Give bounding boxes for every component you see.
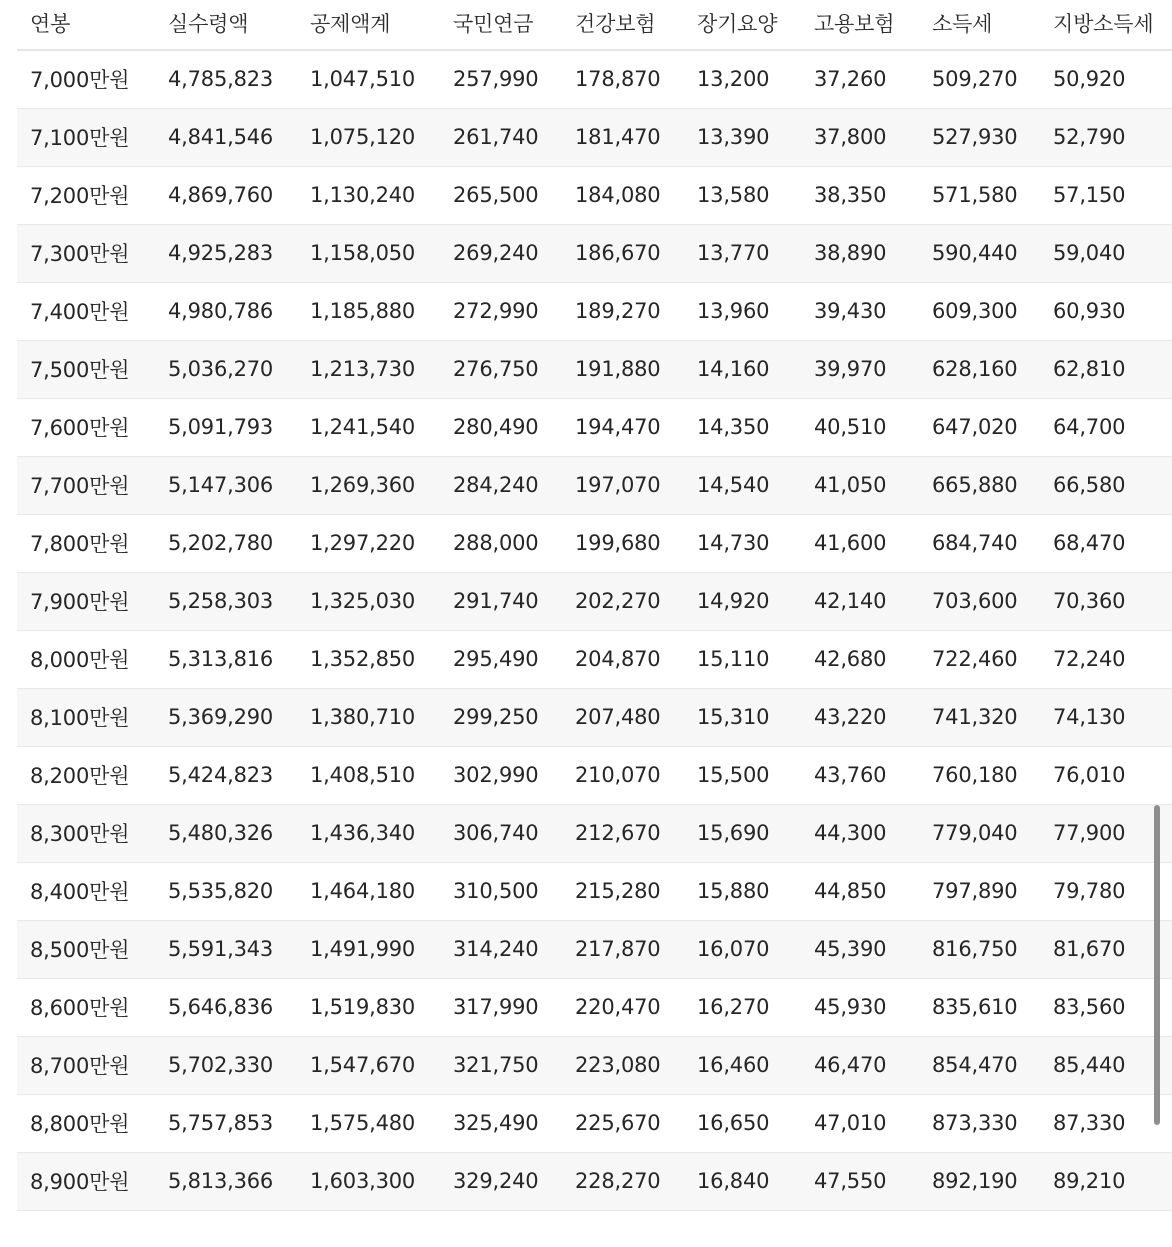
cell-health-insurance: 178,870 — [562, 50, 684, 108]
cell-local-income-tax: 57,150 — [1040, 166, 1172, 224]
cell-health-insurance: 217,870 — [562, 920, 684, 978]
cell-total-deduction: 1,075,120 — [297, 108, 440, 166]
cell-employment-insurance: 44,850 — [801, 862, 919, 920]
cell-local-income-tax: 87,330 — [1040, 1094, 1172, 1152]
cell-net-pay: 5,369,290 — [155, 688, 297, 746]
table-row — [17, 50, 1172, 108]
cell-employment-insurance: 44,300 — [801, 804, 919, 862]
cell-income-tax: 779,040 — [919, 804, 1040, 862]
table-row — [17, 1036, 1172, 1094]
cell-employment-insurance: 47,550 — [801, 1152, 919, 1210]
cell-employment-insurance: 43,220 — [801, 688, 919, 746]
cell-national-pension: 302,990 — [440, 746, 562, 804]
cell-health-insurance: 215,280 — [562, 862, 684, 920]
cell-health-insurance: 191,880 — [562, 340, 684, 398]
cell-net-pay: 5,258,303 — [155, 572, 297, 630]
table-row — [17, 630, 1172, 688]
cell-long-term-care: 13,390 — [684, 108, 801, 166]
cell-local-income-tax: 85,440 — [1040, 1036, 1172, 1094]
cell-long-term-care: 15,110 — [684, 630, 801, 688]
cell-national-pension: 317,990 — [440, 978, 562, 1036]
cell-total-deduction: 1,047,510 — [297, 50, 440, 108]
cell-local-income-tax: 50,920 — [1040, 50, 1172, 108]
cell-total-deduction: 1,603,300 — [297, 1152, 440, 1210]
cell-annual-salary: 7,600만원 — [17, 398, 155, 456]
header-national-pension: 국민연금 — [440, 0, 562, 50]
cell-net-pay: 4,925,283 — [155, 224, 297, 282]
cell-net-pay: 5,646,836 — [155, 978, 297, 1036]
cell-net-pay: 5,702,330 — [155, 1036, 297, 1094]
salary-table — [17, 0, 1172, 1211]
cell-annual-salary: 7,300만원 — [17, 224, 155, 282]
cell-local-income-tax: 59,040 — [1040, 224, 1172, 282]
cell-national-pension: 284,240 — [440, 456, 562, 514]
cell-net-pay: 5,036,270 — [155, 340, 297, 398]
cell-health-insurance: 181,470 — [562, 108, 684, 166]
cell-annual-salary: 8,800만원 — [17, 1094, 155, 1152]
cell-annual-salary: 7,700만원 — [17, 456, 155, 514]
cell-employment-insurance: 47,010 — [801, 1094, 919, 1152]
cell-total-deduction: 1,325,030 — [297, 572, 440, 630]
cell-annual-salary: 7,000만원 — [17, 50, 155, 108]
table-row — [17, 1152, 1172, 1210]
salary-table-container[interactable] — [17, 0, 1172, 1247]
cell-employment-insurance: 38,350 — [801, 166, 919, 224]
cell-local-income-tax: 62,810 — [1040, 340, 1172, 398]
cell-local-income-tax: 72,240 — [1040, 630, 1172, 688]
cell-national-pension: 310,500 — [440, 862, 562, 920]
cell-annual-salary: 8,900만원 — [17, 1152, 155, 1210]
cell-health-insurance: 202,270 — [562, 572, 684, 630]
cell-income-tax: 590,440 — [919, 224, 1040, 282]
table-row — [17, 572, 1172, 630]
cell-employment-insurance: 39,430 — [801, 282, 919, 340]
cell-long-term-care: 13,770 — [684, 224, 801, 282]
table-row — [17, 978, 1172, 1036]
cell-national-pension: 299,250 — [440, 688, 562, 746]
cell-total-deduction: 1,269,360 — [297, 456, 440, 514]
cell-total-deduction: 1,158,050 — [297, 224, 440, 282]
cell-annual-salary: 7,900만원 — [17, 572, 155, 630]
cell-long-term-care: 13,200 — [684, 50, 801, 108]
cell-health-insurance: 225,670 — [562, 1094, 684, 1152]
cell-employment-insurance: 45,390 — [801, 920, 919, 978]
cell-long-term-care: 13,580 — [684, 166, 801, 224]
cell-long-term-care: 15,310 — [684, 688, 801, 746]
cell-long-term-care: 13,960 — [684, 282, 801, 340]
cell-national-pension: 291,740 — [440, 572, 562, 630]
cell-national-pension: 280,490 — [440, 398, 562, 456]
cell-annual-salary: 8,300만원 — [17, 804, 155, 862]
cell-national-pension: 276,750 — [440, 340, 562, 398]
cell-employment-insurance: 37,260 — [801, 50, 919, 108]
table-header — [17, 0, 1172, 50]
table-row — [17, 108, 1172, 166]
cell-total-deduction: 1,297,220 — [297, 514, 440, 572]
cell-national-pension: 329,240 — [440, 1152, 562, 1210]
cell-annual-salary: 8,600만원 — [17, 978, 155, 1036]
cell-health-insurance: 207,480 — [562, 688, 684, 746]
cell-national-pension: 295,490 — [440, 630, 562, 688]
cell-long-term-care: 15,690 — [684, 804, 801, 862]
cell-net-pay: 5,202,780 — [155, 514, 297, 572]
cell-long-term-care: 14,540 — [684, 456, 801, 514]
cell-national-pension: 325,490 — [440, 1094, 562, 1152]
cell-income-tax: 509,270 — [919, 50, 1040, 108]
cell-income-tax: 527,930 — [919, 108, 1040, 166]
cell-total-deduction: 1,185,880 — [297, 282, 440, 340]
cell-health-insurance: 199,680 — [562, 514, 684, 572]
cell-national-pension: 269,240 — [440, 224, 562, 282]
cell-local-income-tax: 83,560 — [1040, 978, 1172, 1036]
cell-net-pay: 5,591,343 — [155, 920, 297, 978]
cell-long-term-care: 16,650 — [684, 1094, 801, 1152]
cell-income-tax: 571,580 — [919, 166, 1040, 224]
cell-employment-insurance: 41,600 — [801, 514, 919, 572]
cell-local-income-tax: 52,790 — [1040, 108, 1172, 166]
cell-total-deduction: 1,547,670 — [297, 1036, 440, 1094]
cell-total-deduction: 1,464,180 — [297, 862, 440, 920]
cell-national-pension: 261,740 — [440, 108, 562, 166]
cell-annual-salary: 7,500만원 — [17, 340, 155, 398]
cell-income-tax: 741,320 — [919, 688, 1040, 746]
cell-annual-salary: 8,200만원 — [17, 746, 155, 804]
cell-income-tax: 684,740 — [919, 514, 1040, 572]
cell-income-tax: 647,020 — [919, 398, 1040, 456]
cell-long-term-care: 16,070 — [684, 920, 801, 978]
cell-local-income-tax: 77,900 — [1040, 804, 1172, 862]
cell-income-tax: 722,460 — [919, 630, 1040, 688]
cell-annual-salary: 8,100만원 — [17, 688, 155, 746]
cell-local-income-tax: 79,780 — [1040, 862, 1172, 920]
cell-income-tax: 873,330 — [919, 1094, 1040, 1152]
header-row — [17, 0, 1172, 50]
cell-annual-salary: 7,400만원 — [17, 282, 155, 340]
cell-income-tax: 797,890 — [919, 862, 1040, 920]
cell-total-deduction: 1,352,850 — [297, 630, 440, 688]
cell-national-pension: 288,000 — [440, 514, 562, 572]
cell-income-tax: 760,180 — [919, 746, 1040, 804]
cell-employment-insurance: 37,800 — [801, 108, 919, 166]
cell-local-income-tax: 60,930 — [1040, 282, 1172, 340]
cell-health-insurance: 197,070 — [562, 456, 684, 514]
cell-annual-salary: 7,200만원 — [17, 166, 155, 224]
cell-employment-insurance: 45,930 — [801, 978, 919, 1036]
cell-total-deduction: 1,241,540 — [297, 398, 440, 456]
cell-annual-salary: 7,800만원 — [17, 514, 155, 572]
cell-income-tax: 892,190 — [919, 1152, 1040, 1210]
cell-net-pay: 4,980,786 — [155, 282, 297, 340]
cell-annual-salary: 7,100만원 — [17, 108, 155, 166]
table-row — [17, 456, 1172, 514]
cell-local-income-tax: 66,580 — [1040, 456, 1172, 514]
table-row — [17, 224, 1172, 282]
cell-net-pay: 4,785,823 — [155, 50, 297, 108]
cell-health-insurance: 204,870 — [562, 630, 684, 688]
cell-total-deduction: 1,380,710 — [297, 688, 440, 746]
cell-long-term-care: 16,460 — [684, 1036, 801, 1094]
cell-total-deduction: 1,213,730 — [297, 340, 440, 398]
cell-national-pension: 306,740 — [440, 804, 562, 862]
cell-employment-insurance: 41,050 — [801, 456, 919, 514]
cell-net-pay: 4,869,760 — [155, 166, 297, 224]
cell-employment-insurance: 43,760 — [801, 746, 919, 804]
table-row — [17, 514, 1172, 572]
cell-local-income-tax: 81,670 — [1040, 920, 1172, 978]
cell-total-deduction: 1,436,340 — [297, 804, 440, 862]
cell-income-tax: 816,750 — [919, 920, 1040, 978]
cell-employment-insurance: 42,680 — [801, 630, 919, 688]
cell-national-pension: 257,990 — [440, 50, 562, 108]
cell-employment-insurance: 46,470 — [801, 1036, 919, 1094]
cell-income-tax: 628,160 — [919, 340, 1040, 398]
header-annual-salary: 연봉 — [17, 0, 155, 50]
header-local-income-tax: 지방소득세 — [1040, 0, 1172, 50]
table-row — [17, 746, 1172, 804]
cell-total-deduction: 1,519,830 — [297, 978, 440, 1036]
cell-total-deduction: 1,575,480 — [297, 1094, 440, 1152]
cell-local-income-tax: 70,360 — [1040, 572, 1172, 630]
cell-employment-insurance: 40,510 — [801, 398, 919, 456]
table-row — [17, 688, 1172, 746]
cell-health-insurance: 220,470 — [562, 978, 684, 1036]
cell-employment-insurance: 39,970 — [801, 340, 919, 398]
table-row — [17, 340, 1172, 398]
cell-annual-salary: 8,700만원 — [17, 1036, 155, 1094]
cell-long-term-care: 14,730 — [684, 514, 801, 572]
cell-national-pension: 314,240 — [440, 920, 562, 978]
cell-health-insurance: 210,070 — [562, 746, 684, 804]
cell-local-income-tax: 89,210 — [1040, 1152, 1172, 1210]
table-body — [17, 50, 1172, 1210]
cell-local-income-tax: 68,470 — [1040, 514, 1172, 572]
cell-long-term-care: 15,880 — [684, 862, 801, 920]
cell-long-term-care: 16,840 — [684, 1152, 801, 1210]
cell-income-tax: 609,300 — [919, 282, 1040, 340]
cell-total-deduction: 1,408,510 — [297, 746, 440, 804]
cell-annual-salary: 8,500만원 — [17, 920, 155, 978]
cell-annual-salary: 8,400만원 — [17, 862, 155, 920]
cell-net-pay: 5,424,823 — [155, 746, 297, 804]
cell-total-deduction: 1,130,240 — [297, 166, 440, 224]
table-row — [17, 166, 1172, 224]
cell-health-insurance: 189,270 — [562, 282, 684, 340]
table-row — [17, 804, 1172, 862]
cell-local-income-tax: 64,700 — [1040, 398, 1172, 456]
cell-employment-insurance: 38,890 — [801, 224, 919, 282]
cell-income-tax: 854,470 — [919, 1036, 1040, 1094]
header-long-term-care: 장기요양 — [684, 0, 801, 50]
cell-health-insurance: 186,670 — [562, 224, 684, 282]
header-total-deduction: 공제액계 — [297, 0, 440, 50]
cell-long-term-care: 14,160 — [684, 340, 801, 398]
cell-local-income-tax: 74,130 — [1040, 688, 1172, 746]
table-row — [17, 862, 1172, 920]
table-row — [17, 1094, 1172, 1152]
cell-net-pay: 5,813,366 — [155, 1152, 297, 1210]
cell-national-pension: 272,990 — [440, 282, 562, 340]
cell-income-tax: 703,600 — [919, 572, 1040, 630]
cell-net-pay: 5,147,306 — [155, 456, 297, 514]
cell-total-deduction: 1,491,990 — [297, 920, 440, 978]
cell-net-pay: 5,535,820 — [155, 862, 297, 920]
vertical-scrollbar[interactable] — [1154, 805, 1160, 1125]
cell-annual-salary: 8,000만원 — [17, 630, 155, 688]
cell-health-insurance: 228,270 — [562, 1152, 684, 1210]
header-net-pay: 실수령액 — [155, 0, 297, 50]
table-row — [17, 398, 1172, 456]
cell-local-income-tax: 76,010 — [1040, 746, 1172, 804]
cell-employment-insurance: 42,140 — [801, 572, 919, 630]
cell-health-insurance: 194,470 — [562, 398, 684, 456]
cell-national-pension: 321,750 — [440, 1036, 562, 1094]
cell-national-pension: 265,500 — [440, 166, 562, 224]
cell-health-insurance: 223,080 — [562, 1036, 684, 1094]
table-row — [17, 920, 1172, 978]
cell-income-tax: 835,610 — [919, 978, 1040, 1036]
cell-net-pay: 5,313,816 — [155, 630, 297, 688]
header-income-tax: 소득세 — [919, 0, 1040, 50]
header-employment-insurance: 고용보험 — [801, 0, 919, 50]
cell-long-term-care: 14,920 — [684, 572, 801, 630]
cell-net-pay: 4,841,546 — [155, 108, 297, 166]
table-row — [17, 282, 1172, 340]
cell-income-tax: 665,880 — [919, 456, 1040, 514]
cell-net-pay: 5,091,793 — [155, 398, 297, 456]
cell-long-term-care: 16,270 — [684, 978, 801, 1036]
cell-net-pay: 5,757,853 — [155, 1094, 297, 1152]
cell-health-insurance: 184,080 — [562, 166, 684, 224]
cell-long-term-care: 15,500 — [684, 746, 801, 804]
header-health-insurance: 건강보험 — [562, 0, 684, 50]
cell-long-term-care: 14,350 — [684, 398, 801, 456]
cell-health-insurance: 212,670 — [562, 804, 684, 862]
cell-net-pay: 5,480,326 — [155, 804, 297, 862]
